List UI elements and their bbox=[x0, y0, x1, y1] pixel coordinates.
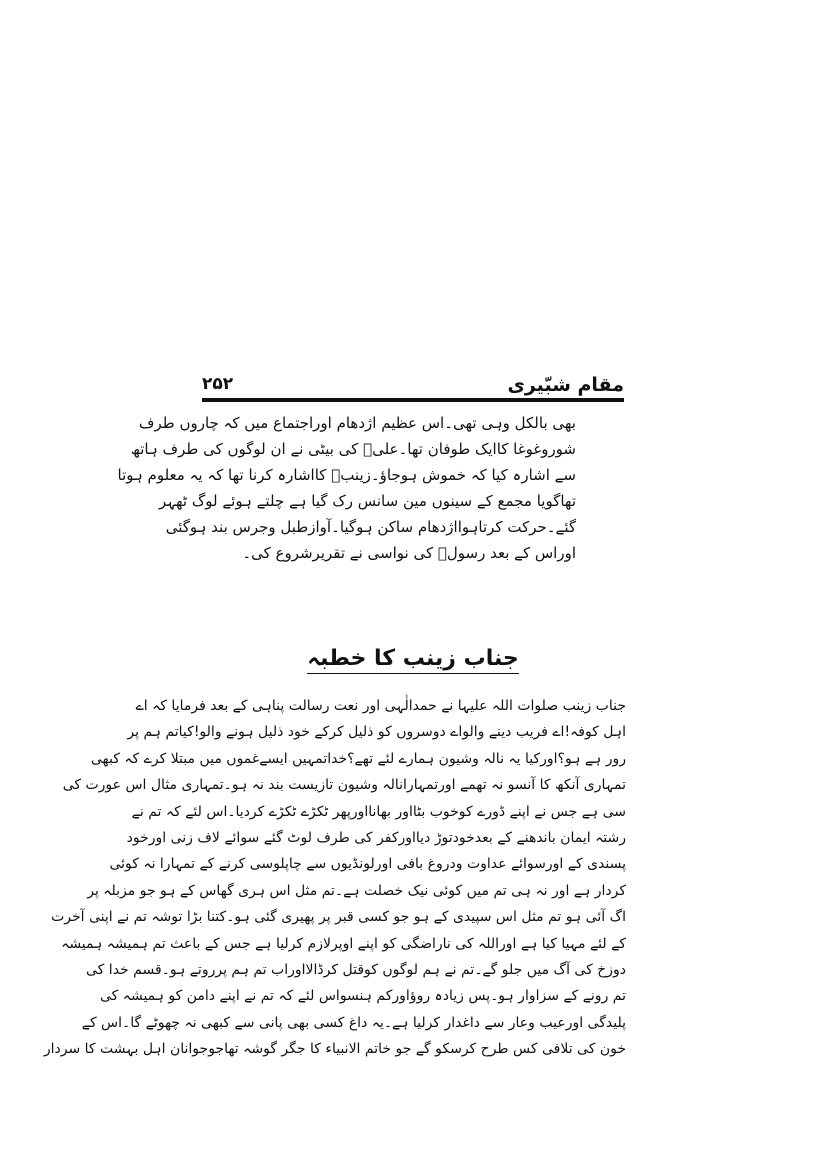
text-line: خون کی تلافی کس طرح کرسکو گے جو خاتم الانبیاء کا جگر گوشہ تھاجوجوانان اہل بہشت کا سردار bbox=[43, 1041, 626, 1058]
text-line: اگ آئی ہو تم مثل اس سپیدی کے ہو جو کسی قبر پر پھیری گئی ہو۔کتنا بڑا توشہ تم نے اپنی آخرت bbox=[51, 909, 626, 926]
text-line: پلیدگی اورعیب وعار سے داغدار کرلیا ہے۔یہ داغ کسی بھی پانی سے کبھی نہ چھوٹے گا۔اس کے bbox=[81, 1014, 626, 1031]
intro-paragraph bbox=[117, 410, 576, 566]
body-paragraph bbox=[43, 693, 626, 1062]
text-line: سی ہے جس نے اپنے ڈورے کوخوب بٹااور بھانااورپھر ٹکڑے ٹکڑے کردیا۔اس لئے کہ تم نے bbox=[131, 803, 626, 820]
text-line: رور ہے ہو؟اورکیا یہ نالہ وشیون ہمارے لئے تھے؟خداتمہیں ایسےغموں میں مبتلا کرے کہ کبھی bbox=[90, 750, 626, 767]
text-line: دوزخ کی آگ میں جلو گے۔تم نے ہم لوگوں کوقتل کرڈالااوراب تم ہم پرروتے ہو۔قسم خدا کی bbox=[86, 961, 626, 978]
text-line: سے اشارہ کیا کہ خموش ہوجاؤ۔زینبؑ کااشارہ کرنا تھا کہ یہ معلوم ہوتا bbox=[117, 466, 576, 484]
text-line: تھاگویا مجمع کے سینوں مین سانس رک گیا ہے چلتے ہوئے لوگ ٹھہر bbox=[158, 492, 576, 510]
text-line: بھی بالکل وہی تھی۔اس عظیم اژدھام اوراجتماع میں کہ چاروں طرف bbox=[138, 414, 576, 432]
text-line: پسندی کے اورسوائے عداوت ودروغ بافی اورلونڈیوں سے چاپلوسی کرنے کے تمہارا نہ کوئی bbox=[109, 856, 626, 873]
text-line: کردار ہے اور نہ ہی تم میں کوئی نیک خصلت ہے۔تم مثل اس ہری گھاس کے ہو جو مزبلہ پر bbox=[87, 882, 626, 899]
text-line: شوروغوغا کاایک طوفان تھا۔علیؑ کی بیٹی نے ان لوگوں کی طرف ہاتھ bbox=[130, 440, 576, 458]
header-rule bbox=[202, 398, 624, 402]
text-line: جناب زینب صلوات اللہ علیہا نے حمدالٰہی اور نعت رسالت پناہی کے بعد فرمایا کہ اے bbox=[135, 698, 626, 714]
text-line: اوراس کے بعد رسولؐ کی نواسی نے تقریرشروع کی۔ bbox=[242, 544, 576, 562]
text-line: کے لئے مہیا کیا ہے اوراللہ کی ناراضگی کو اپنے اوپرلازم کرلیا ہے جس کے باعث تم ہمیشہ ہمیشہ bbox=[61, 935, 626, 952]
text-line: تمہاری آنکھ کا آنسو نہ تھمے اورتمہارانالہ وشیون تازیست بند نہ ہو۔تمہاری مثال اس عورت کی bbox=[62, 777, 626, 794]
section-heading bbox=[200, 646, 626, 671]
text-line: اہل کوفہ!اے فریب دینے والواے دوسروں کو ذلیل کرکے خود ذلیل ہونے والو!کیاتم ہم پر bbox=[127, 724, 626, 741]
text-line: رشتہ ایمان باندھنے کے بعدخودتوڑ دیااورکفر کی طرف لوٹ گئے سوائے لاف زنی اورخود bbox=[126, 829, 626, 846]
text-line: گئے۔حرکت کرتاہوااژدھام ساکن ہوگیا۔آوازطبل وجرس بند ہوگئی bbox=[165, 518, 576, 536]
text-line: تم رونے کے سزاوار ہو۔پس زیادہ روؤاورکم ہنسواس لئے کہ تم نے اپنے دامن کو ہمیشہ کی bbox=[99, 988, 626, 1005]
running-title: مقام شبّیری bbox=[507, 374, 624, 396]
section-heading-text: جناب زینب کا خطبہ bbox=[307, 646, 519, 674]
page-number: ۲۵۲ bbox=[202, 374, 234, 394]
